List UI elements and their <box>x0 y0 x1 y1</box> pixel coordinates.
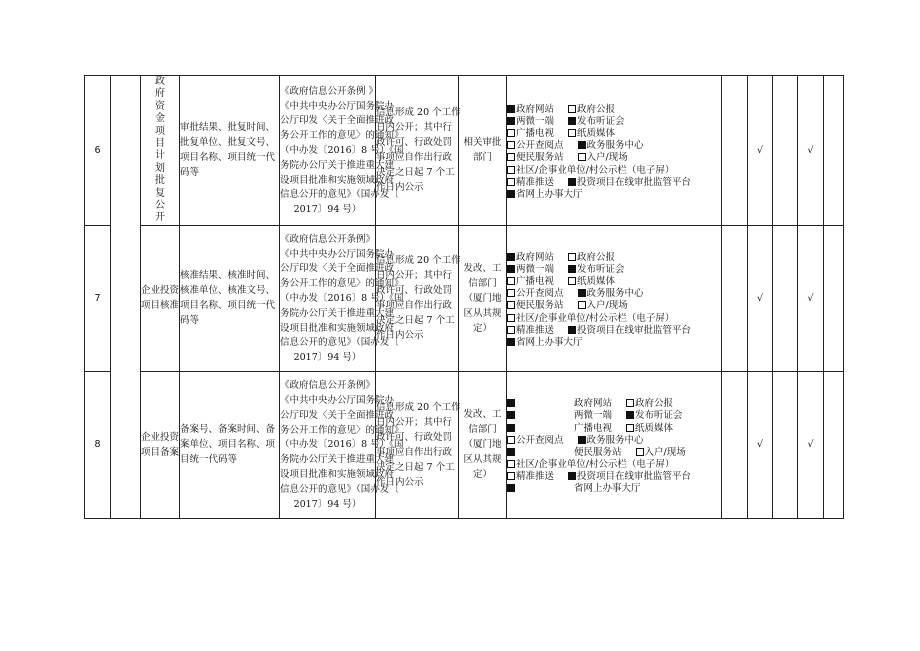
basis-line: 2017〕94 号） <box>293 204 362 216</box>
category-cell <box>111 76 141 519</box>
content-cell: 备案号、备案时间、备案单位、项目名称、项目统一代码等 <box>180 371 280 518</box>
basis-line: 《中共中央办公厅国务院办 <box>280 395 395 407</box>
channel-label: 广播电视 <box>516 128 555 140</box>
unchecked-box-icon <box>507 153 515 161</box>
check-cell-5 <box>824 225 844 371</box>
basis-line: 信息公开的意见》（国办发〔 <box>280 483 399 495</box>
row-index: 6 <box>85 76 111 226</box>
channel-line <box>507 250 721 262</box>
check-cell-5 <box>824 371 844 518</box>
basis-line: 信息公开的意见》（国办发〔 <box>280 189 399 201</box>
unchecked-box-icon <box>507 460 515 468</box>
unchecked-box-icon <box>568 129 576 137</box>
row-index: 8 <box>85 371 111 518</box>
content-cell: 核准结果、核准时间、核准单位、核准文号、项目名称、项目统一代码等 <box>180 225 280 371</box>
channel-label: 政务服务中心 <box>586 140 644 152</box>
basis-line: 《政府信息公开条例 》 <box>280 85 379 97</box>
time-line: 决定之日起 7 个工 <box>376 315 455 327</box>
unchecked-box-icon <box>568 277 576 285</box>
channel-line <box>507 150 721 162</box>
department-cell: 相关审批部门 <box>459 76 507 226</box>
basis-line: （中办发〔2016〕8 号）《国 <box>280 292 404 304</box>
channel-label: 广播电视 <box>516 276 555 287</box>
channel-label: 广播电视 <box>574 422 613 434</box>
unchecked-box-icon <box>507 314 515 322</box>
channel-line <box>507 323 721 335</box>
checked-box-icon <box>507 338 515 346</box>
channel-line <box>507 187 721 199</box>
channel-label: 政务服务中心 <box>586 288 644 300</box>
channel-label: 两微一端 <box>516 263 555 275</box>
basis-line: 公厅印发〈关于全面推进政 <box>280 409 395 421</box>
channel-label: 公开查阅点 <box>516 288 564 300</box>
department-cell: 发改、工信部门（厦门地区从其规定） <box>459 371 507 518</box>
time-line: 日内公开；其中行 <box>376 122 453 134</box>
checked-box-icon <box>507 253 515 261</box>
check-cell-2: √ <box>748 225 773 371</box>
time-line: 日内公开；其中行 <box>376 270 453 282</box>
time-line: 事项应自作出行政 <box>376 152 453 164</box>
channel-label: 精准推送 <box>516 471 555 483</box>
time-line: 政许可、行政处罚 <box>376 285 453 297</box>
content-cell: 审批结果、批复时间、批复单位、批复文号、项目名称、项目统一代码等 <box>180 76 280 226</box>
channel-label: 纸质媒体 <box>635 422 674 434</box>
channel-label: 政务服务中心 <box>586 434 644 446</box>
unchecked-box-icon <box>507 166 515 174</box>
channel-label: 政府公报 <box>635 398 674 410</box>
checked-box-icon <box>568 265 576 273</box>
unchecked-box-icon <box>507 277 515 285</box>
time-line: 政许可、行政处罚 <box>376 137 453 149</box>
time-line: 事项应自作出行政 <box>376 300 453 312</box>
unchecked-box-icon <box>578 153 586 161</box>
channels-cell <box>507 371 722 518</box>
basis-line: 《中共中央办公厅国务院办 <box>280 100 395 112</box>
channel-line <box>507 175 721 187</box>
channel-label: 公开查阅点 <box>516 140 564 152</box>
checked-box-icon <box>507 448 515 456</box>
check-cell-2: √ <box>748 76 773 226</box>
basis-line: 《政府信息公开条例》 <box>280 380 376 392</box>
channel-label: 便民服务站 <box>516 152 564 164</box>
channel-label: 省网上办事大厅 <box>574 483 641 495</box>
check-cell-1 <box>722 371 748 518</box>
channel-line <box>507 138 721 150</box>
channel-line <box>507 126 721 138</box>
unchecked-box-icon <box>626 399 634 407</box>
channel-label: 便民服务站 <box>516 300 564 312</box>
unchecked-box-icon <box>507 178 515 186</box>
checked-box-icon <box>507 424 515 432</box>
basis-line: 务院办公厅关于推进重大建 <box>280 159 395 171</box>
time-line: 信息形成 20 个工作 <box>376 401 461 413</box>
check-cell-2: √ <box>748 371 773 518</box>
check-cell-5 <box>824 76 844 226</box>
channel-label: 纸质媒体 <box>577 276 616 287</box>
time-line: 作日内公示 <box>376 330 424 342</box>
time-line: 日内公开；其中行 <box>376 416 453 428</box>
basis-line: （中办发〔2016〕8 号）《国 <box>280 439 404 451</box>
channel-label: 两微一端 <box>574 410 613 422</box>
basis-line: 公厅印发〈关于全面推进政 <box>280 115 395 127</box>
unchecked-box-icon <box>507 301 515 309</box>
unchecked-box-icon <box>507 436 515 444</box>
basis-line: 《中共中央办公厅国务院办 <box>280 248 395 260</box>
checked-box-icon <box>507 190 515 198</box>
checked-box-icon <box>507 265 515 273</box>
channel-line <box>507 298 721 310</box>
basis-line: 务院办公厅关于推进重大建 <box>280 454 395 466</box>
checked-box-icon <box>507 117 515 125</box>
time-line: 政许可、行政处罚 <box>376 431 453 443</box>
checked-box-icon <box>507 105 515 113</box>
unchecked-box-icon <box>568 253 576 261</box>
basis-line: 设项目批准和实施领域政府 <box>280 174 395 186</box>
unchecked-box-icon <box>626 424 634 432</box>
channels-cell <box>507 76 722 226</box>
channel-label: 政府网站 <box>516 251 555 263</box>
time-limit-cell <box>376 76 459 226</box>
channel-label: 两微一端 <box>516 115 555 127</box>
table-row <box>85 225 844 371</box>
checked-box-icon <box>507 399 515 407</box>
channel-label: 投资项目在线审批监管平台 <box>577 176 692 188</box>
check-cell-3 <box>773 76 798 226</box>
channel-line <box>507 262 721 274</box>
time-line: 作日内公示 <box>376 182 424 194</box>
channel-label: 纸质媒体 <box>577 128 616 140</box>
time-line: 作日内公示 <box>376 476 424 488</box>
unchecked-box-icon <box>636 448 644 456</box>
table-row <box>85 76 844 226</box>
channel-label: 便民服务站 <box>574 446 622 458</box>
checked-box-icon <box>507 484 515 492</box>
check-cell-1 <box>722 76 748 226</box>
channel-label: 公开查阅点 <box>516 434 564 446</box>
channel-label: 入户/现场 <box>586 300 628 312</box>
channel-label: 社区/企事业单位/村公示栏（电子屏） <box>516 459 675 471</box>
channel-line <box>507 102 721 114</box>
item-cell: 企业投资项目核准 <box>141 225 180 371</box>
channel-line <box>507 286 721 298</box>
time-limit-cell <box>376 225 459 371</box>
check-cell-1 <box>722 225 748 371</box>
item-cell <box>141 76 180 226</box>
check-cell-4: √ <box>798 371 824 518</box>
basis-line: 公厅印发〈关于全面推进政 <box>280 263 395 275</box>
channel-label: 政府网站 <box>516 103 555 115</box>
checked-box-icon <box>626 411 634 419</box>
unchecked-box-icon <box>507 472 515 480</box>
unchecked-box-icon <box>568 105 576 113</box>
checked-box-icon <box>578 141 586 149</box>
channel-line <box>507 433 721 445</box>
time-line: 事项应自作出行政 <box>376 446 453 458</box>
item-name: 政府资金项目计划批复公开 <box>155 76 165 224</box>
item-cell: 企业投资项目备案 <box>141 371 180 518</box>
channel-line <box>507 274 721 286</box>
channel-label: 投资项目在线审批监管平台 <box>577 471 692 483</box>
time-line: 决定之日起 7 个工 <box>376 167 455 179</box>
channel-label: 投资项目在线审批监管平台 <box>577 324 692 336</box>
channel-line <box>507 469 721 481</box>
channel-label: 社区/企事业单位/村公示栏（电子屏） <box>516 164 675 176</box>
unchecked-box-icon <box>507 141 515 149</box>
channel-line <box>507 396 721 408</box>
checked-box-icon <box>568 117 576 125</box>
basis-line: （中办发〔2016〕8 号）《国 <box>280 145 404 157</box>
check-cell-3 <box>773 225 798 371</box>
channel-line <box>507 335 721 347</box>
unchecked-box-icon <box>578 301 586 309</box>
basis-line: 务公开工作的意见〉的通知》 <box>280 130 404 142</box>
row-index: 7 <box>85 225 111 371</box>
unchecked-box-icon <box>507 326 515 334</box>
unchecked-box-icon <box>507 289 515 297</box>
checked-box-icon <box>507 411 515 419</box>
channel-label: 政府网站 <box>574 398 613 410</box>
basis-line: 2017〕94 号） <box>293 498 362 510</box>
checked-box-icon <box>568 178 576 186</box>
channel-line <box>507 445 721 457</box>
checked-box-icon <box>568 326 576 334</box>
checked-box-icon <box>578 289 586 297</box>
channel-label: 发布听证会 <box>577 115 625 127</box>
time-limit-cell <box>376 371 459 518</box>
basis-line: 设项目批准和实施领域政府 <box>280 469 395 481</box>
channel-line <box>507 408 721 420</box>
checked-box-icon <box>568 472 576 480</box>
channel-line <box>507 163 721 175</box>
check-cell-4: √ <box>798 225 824 371</box>
channel-label: 入户/现场 <box>644 446 686 458</box>
basis-line: 务公开工作的意见〉的通知》 <box>280 424 404 436</box>
channel-line <box>507 421 721 433</box>
channels-cell <box>507 225 722 371</box>
basis-line: 信息公开的意见》（国办发〔 <box>280 337 399 349</box>
channel-line <box>507 457 721 469</box>
unchecked-box-icon <box>507 129 515 137</box>
basis-line: 《政府信息公开条例》 <box>280 233 376 245</box>
channel-label: 省网上办事大厅 <box>516 189 583 200</box>
channel-label: 社区/企事业单位/村公示栏（电子屏） <box>516 312 675 324</box>
basis-line: 2017〕94 号） <box>293 352 362 364</box>
check-cell-3 <box>773 371 798 518</box>
channel-label: 政府公报 <box>577 103 616 115</box>
check-cell-4: √ <box>798 76 824 226</box>
channel-label: 发布听证会 <box>577 263 625 275</box>
channel-label: 政府公报 <box>577 251 616 263</box>
channel-line <box>507 311 721 323</box>
basis-line: 务院办公厅关于推进重大建 <box>280 307 395 319</box>
time-line: 决定之日起 7 个工 <box>376 461 455 473</box>
channel-line <box>507 481 721 493</box>
channel-line <box>507 114 721 126</box>
checked-box-icon <box>578 436 586 444</box>
channel-label: 精准推送 <box>516 324 555 336</box>
basis-line: 务公开工作的意见〉的通知》 <box>280 278 404 290</box>
channel-label: 发布听证会 <box>635 410 683 422</box>
channel-label: 精准推送 <box>516 176 555 188</box>
time-line: 信息形成 20 个工作 <box>376 255 461 267</box>
basis-line: 设项目批准和实施领域政府 <box>280 322 395 334</box>
department-cell: 发改、工信部门（厦门地区从其规定） <box>459 225 507 371</box>
channel-label: 省网上办事大厅 <box>516 336 583 348</box>
disclosure-table <box>84 75 844 519</box>
table-row <box>85 371 844 518</box>
time-line: 信息形成 20 个工作 <box>376 107 461 119</box>
channel-label: 入户/现场 <box>586 152 628 164</box>
